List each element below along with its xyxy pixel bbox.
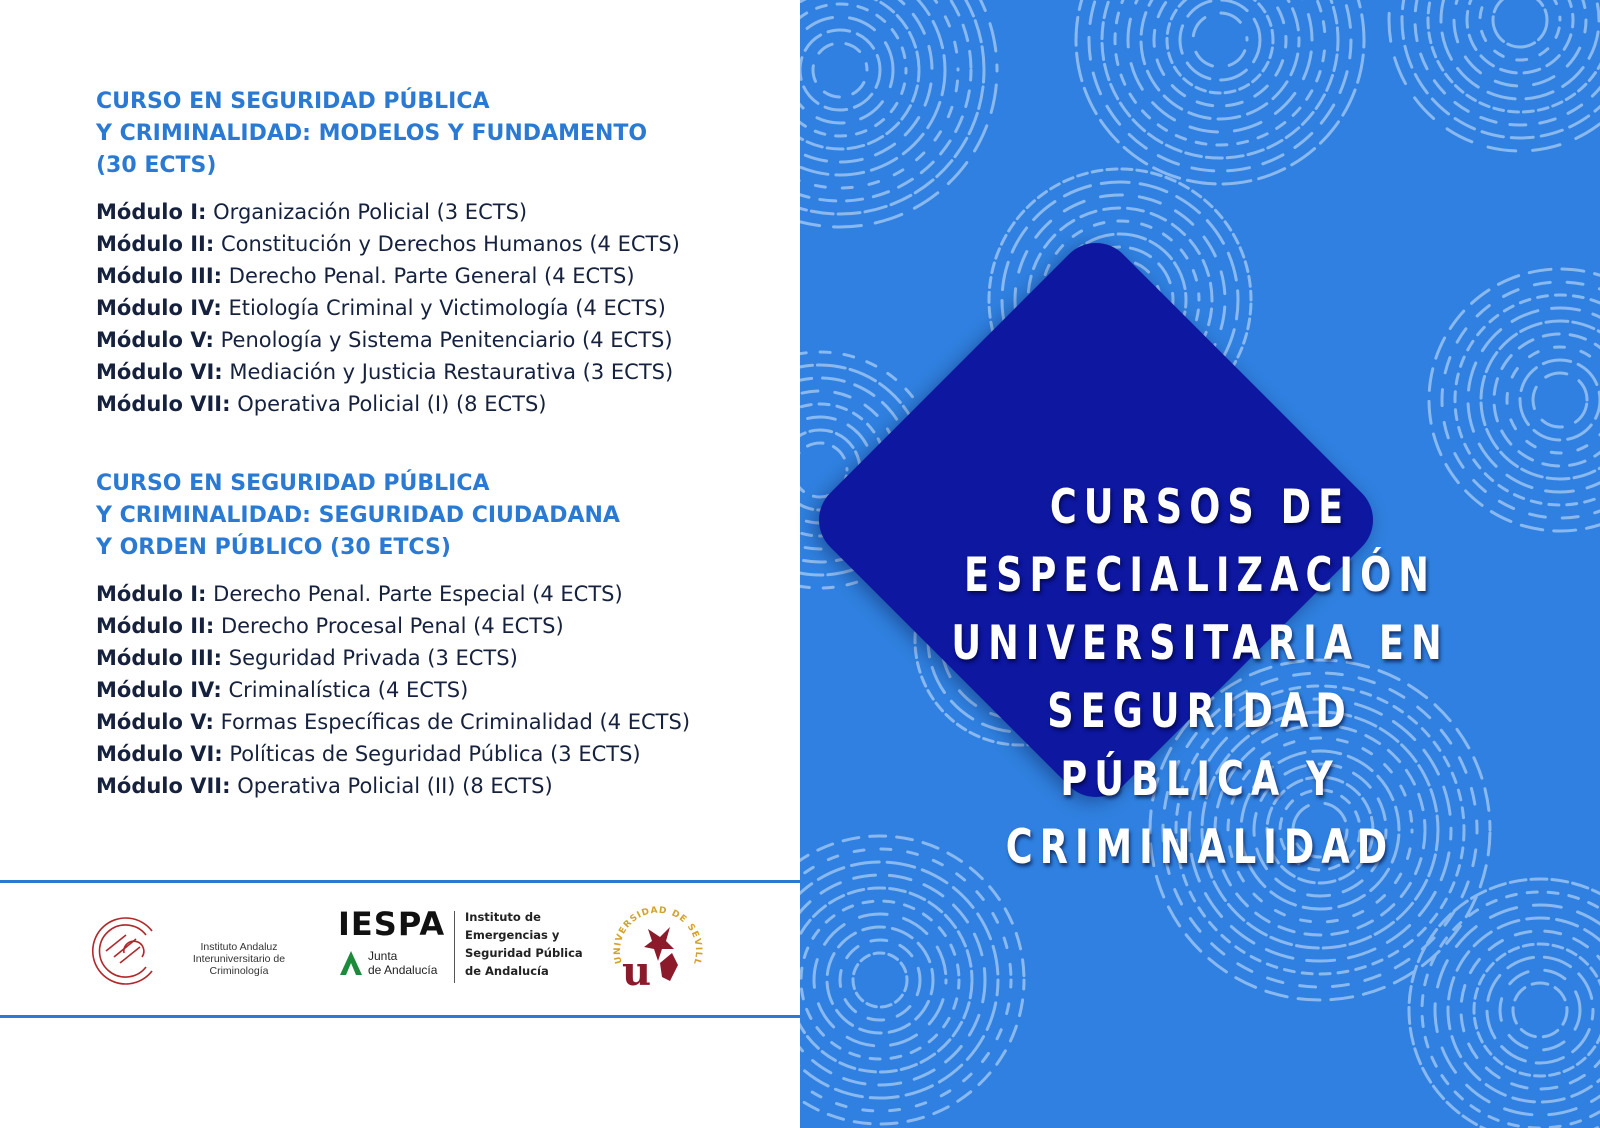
course-title: CURSO EN SEGURIDAD PÚBLICA Y CRIMINALIDAD: SEGURIDAD CIUDADANA Y ORDEN PÚBLICO (30 ETCS)	[96, 471, 620, 560]
iespa-full-name: Instituto de Emergencias y Seguridad Pública de Andalucía	[465, 910, 583, 978]
pattern-ring	[813, 43, 867, 97]
course-title: CURSO EN SEGURIDAD PÚBLICA Y CRIMINALIDAD: MODELOS Y FUNDAMENTO (30 ECTS)	[96, 89, 648, 178]
iaic-logo	[86, 913, 316, 993]
module-list	[96, 578, 690, 802]
module-item	[96, 356, 680, 388]
module-item	[96, 642, 690, 674]
module-text: Criminalística (4 ECTS)	[221, 678, 469, 702]
pattern-ring	[814, 914, 946, 1046]
pattern-ring	[1193, 13, 1247, 67]
pattern-ring	[1435, 905, 1600, 1115]
top-divider	[0, 880, 800, 883]
module-label: Módulo II:	[96, 232, 215, 256]
pattern-ring	[1141, 0, 1299, 119]
module-item	[96, 228, 680, 260]
module-text: Derecho Penal. Parte General (4 ECTS)	[222, 264, 635, 288]
module-text: Seguridad Privada (3 ECTS)	[222, 646, 518, 670]
pattern-ring	[1409, 879, 1600, 1128]
junta-label: Junta de Andalucía	[368, 949, 438, 977]
module-label: Módulo VII:	[96, 392, 231, 416]
pattern-ring	[853, 953, 907, 1007]
module-label: Módulo V:	[96, 710, 214, 734]
pattern-ring	[1480, 0, 1560, 60]
module-item	[96, 706, 690, 738]
pattern-ring	[1481, 321, 1600, 479]
bottom-divider	[0, 1015, 800, 1018]
module-item	[96, 260, 680, 292]
iaic-name: Instituto Andaluz Interuniversitario de Criminología	[192, 941, 286, 977]
module-text: Derecho Penal. Parte Especial (4 ECTS)	[206, 582, 623, 606]
module-item	[96, 610, 690, 642]
iaic-emblem-icon	[86, 913, 160, 989]
module-item	[96, 292, 680, 324]
module-text: Derecho Procesal Penal (4 ECTS)	[214, 614, 564, 638]
logo-strip	[0, 885, 800, 1015]
us-logo	[608, 903, 708, 1003]
module-text: Penología y Sistema Penitenciario (4 ECTS)	[213, 328, 673, 352]
svg-text:u: u	[622, 948, 652, 995]
module-item	[96, 324, 680, 356]
module-item	[96, 674, 690, 706]
module-text: Constitución y Derechos Humanos (4 ECTS)	[214, 232, 680, 256]
module-label: Módulo VII:	[96, 774, 231, 798]
course-2	[96, 468, 690, 802]
module-item	[96, 770, 690, 802]
pattern-ring	[1533, 373, 1587, 427]
course-1	[96, 86, 680, 420]
pattern-ring	[827, 927, 933, 1033]
module-label: Módulo VI:	[96, 360, 223, 384]
pattern-ring	[800, 0, 971, 201]
pattern-ring	[801, 901, 959, 1059]
module-label: Módulo IV:	[96, 678, 222, 702]
svg-text:UNIVERSIDAD DE SEVILLA: UNIVERSIDAD DE SEVILL	[612, 905, 704, 967]
pattern-ring	[1493, 0, 1547, 47]
us-seal-icon	[608, 903, 708, 1003]
iespa-logo	[338, 905, 588, 995]
module-list	[96, 196, 680, 420]
module-text: Operativa Policial (I) (8 ECTS)	[230, 392, 547, 416]
junta-andalucia-icon	[338, 950, 364, 976]
pattern-ring	[1441, 0, 1599, 99]
module-text: Organización Policial (3 ECTS)	[206, 200, 528, 224]
pattern-ring	[800, 862, 998, 1098]
cover-title: CURSOS DE ESPECIALIZACIÓN UNIVERSITARIA EN SEGURIDAD PÚBLICA Y CRIMINALIDAD	[951, 480, 1449, 875]
module-item	[96, 578, 690, 610]
module-text: Mediación y Justicia Restaurativa (3 ECTS)	[222, 360, 674, 384]
module-item	[96, 196, 680, 228]
module-label: Módulo III:	[96, 264, 223, 288]
pattern-ring	[1487, 957, 1593, 1063]
module-text: Políticas de Seguridad Pública (3 ECTS)	[222, 742, 641, 766]
module-item	[96, 738, 690, 770]
module-text: Formas Específicas de Criminalidad (4 ECTS)	[213, 710, 691, 734]
iespa-acronym: IESPA	[338, 905, 446, 943]
pattern-ring	[1513, 983, 1567, 1037]
module-label: Módulo I:	[96, 582, 207, 606]
module-label: Módulo V:	[96, 328, 214, 352]
module-label: Módulo I:	[96, 200, 207, 224]
module-item	[96, 388, 680, 420]
iespa-separator	[454, 911, 455, 983]
module-text: Operativa Policial (II) (8 ECTS)	[230, 774, 553, 798]
pattern-ring	[800, 875, 985, 1085]
module-label: Módulo II:	[96, 614, 215, 638]
module-label: Módulo III:	[96, 646, 223, 670]
module-text: Etiología Criminal y Victimología (4 ECTS)	[221, 296, 666, 320]
module-label: Módulo IV:	[96, 296, 222, 320]
module-label: Módulo VI:	[96, 742, 223, 766]
